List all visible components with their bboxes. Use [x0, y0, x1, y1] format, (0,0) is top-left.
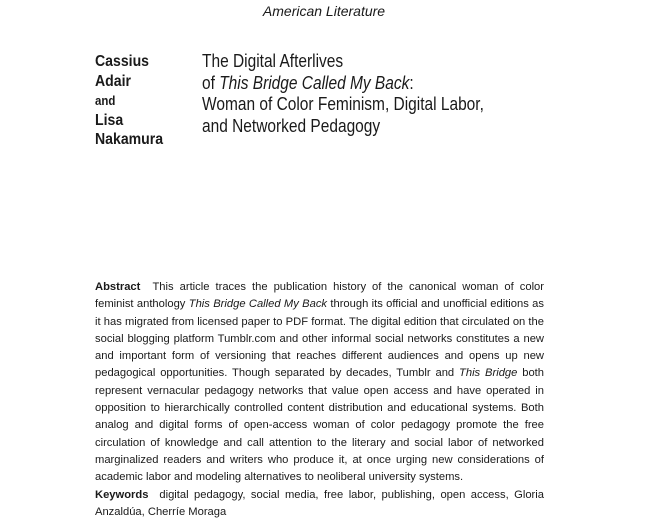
abstract-italic-1: This Bridge Called My Back	[188, 298, 328, 311]
author-second-name: Lisa	[95, 111, 124, 129]
abstract-text-2: through its official and unofficial editions as it has migrated from licensed paper to PDF format. The digital edition that circulated on the social blogging platform Tumblr.com and other informal social networks constitutes a new and important form of versioning that reaches different audiences and opens up new pedagogical opportunities. Though separated by decades, Tumblr and	[95, 298, 544, 380]
abstract-block	[95, 279, 544, 521]
article-title	[202, 51, 484, 137]
keywords-label: Keywords	[95, 488, 149, 501]
abstract-italic-2: This Bridge	[459, 367, 518, 380]
title-line-2	[202, 73, 484, 95]
title-line-2-prefix: of	[202, 72, 220, 93]
abstract-text-3: both represent vernacular pedagogy networks that value open access and have operated in opposition to hierarchically controlled content distribution and educational systems. Both analog and digital forms of open-access woman of color pedagogy promote the free circulation of knowledge and call attention to the literary and social labor of networked marginalized readers and writers who produce it, at once urging new considerations of academic labor and modeling alternatives to neoliberal university systems.	[95, 367, 544, 484]
title-line-1: The Digital Afterlives	[202, 51, 344, 71]
author-list	[95, 52, 163, 150]
author-first-name: Cassius	[95, 53, 150, 70]
keywords-paragraph	[95, 487, 544, 522]
author-second-surname: Nakamura	[95, 131, 164, 148]
title-line-2-suffix: :	[409, 72, 414, 93]
abstract-paragraph	[95, 279, 544, 487]
keywords-text: digital pedagogy, social media, free labor, publishing, open access, Gloria Anzaldúa, Cherríe Moraga	[95, 488, 544, 518]
abstract-text-1: This article traces the publication history of the canonical woman of color feminist anthology	[95, 281, 545, 311]
author-first-surname: Adair	[95, 72, 131, 90]
author-conjunction: and	[95, 93, 116, 108]
abstract-label: Abstract	[95, 281, 141, 293]
title-line-3: Woman of Color Feminism, Digital Labor,	[202, 94, 484, 114]
title-book-name: This Bridge Called My Back	[219, 72, 410, 93]
journal-header: American Literature	[262, 3, 386, 19]
title-line-4: and Networked Pedagogy	[202, 115, 381, 136]
